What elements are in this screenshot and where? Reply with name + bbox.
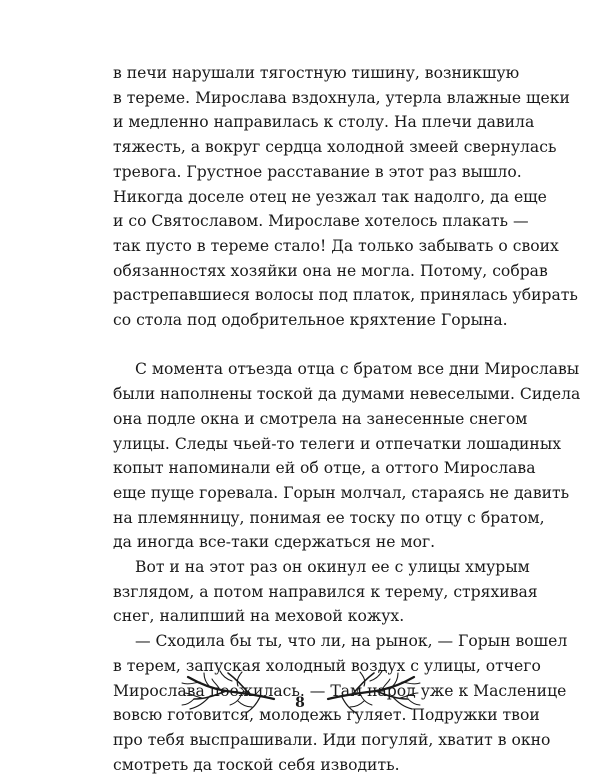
text-line: С момента отъезда отца с братом все дни Мирославы	[135, 360, 580, 379]
paragraph-1	[113, 61, 578, 333]
text-line: так пусто в тереме стало! Да только забывать о своих	[113, 236, 559, 255]
page-number: 8	[295, 695, 305, 711]
text-line: на племянницу, понимая ее тоску по отцу с братом,	[113, 508, 545, 527]
text-line: в тереме. Мирослава вздохнула, утерла влажные щеки	[113, 88, 570, 107]
text-line: были наполнены тоской да думами невеселыми. Сидела	[113, 385, 581, 404]
text-line: копыт напоминали ей об отце, а оттого Мирослава	[113, 459, 536, 478]
text-line: обязанностях хозяйки она не могла. Потому, собрав	[113, 261, 548, 280]
branch-ornament-left-icon	[180, 669, 276, 717]
text-line: Никогда доселе отец не уезжал так надолго, да еще	[113, 187, 547, 206]
text-line: снег, налипший на меховой кожух.	[113, 607, 405, 626]
text-line: растрепавшиеся волосы под платок, принялась убирать	[113, 286, 578, 305]
section-gap	[113, 333, 511, 358]
text-line: в терем, запуская холодный воздух с улицы, отчего	[113, 656, 541, 675]
text-line: про тебя выспрашивали. Иди погуляй, хватит в окно	[113, 730, 551, 749]
text-line: смотреть да тоской себя изводить.	[113, 755, 400, 774]
text-line: Вот и на этот раз он окинул ее с улицы хмурым	[135, 558, 530, 577]
text-line: и медленно направилась к столу. На плечи давила	[113, 113, 535, 132]
text-line: она подле окна и смотрела на занесенные снегом	[113, 409, 528, 428]
text-line: со стола под одобрительное кряхтение Горына.	[113, 311, 508, 330]
text-line: тревога. Грустное расставание в этот раз вышло.	[113, 162, 522, 181]
text-line: — Сходила бы ты, что ли, на рынок, — Горын вошел	[135, 632, 568, 651]
page-footer	[0, 665, 600, 725]
paragraph-3	[113, 555, 538, 629]
text-line: вовсю готовится, молодежь гуляет. Подружки твои	[113, 706, 540, 725]
text-line: тяжесть, а вокруг сердца холодной змеей свернулась	[113, 138, 557, 157]
text-line: еще пуще горевала. Горын молчал, стараясь не давить	[113, 483, 570, 502]
paragraph-2	[113, 357, 581, 555]
text-line: улицы. Следы чьей-то телеги и отпечатки лошадиных	[113, 434, 562, 453]
text-line: и со Святославом. Мирославе хотелось плакать —	[113, 212, 529, 231]
text-line: да иногда все-таки сдержаться не мог.	[113, 533, 436, 552]
text-line: в печи нарушали тягостную тишину, возникшую	[113, 64, 520, 82]
text-line: Мирослава поежилась. — Там народ уже к Масленице	[113, 681, 567, 700]
text-line: взглядом, а потом направился к терему, стряхивая	[113, 582, 538, 601]
branch-ornament-right-icon	[326, 669, 422, 717]
